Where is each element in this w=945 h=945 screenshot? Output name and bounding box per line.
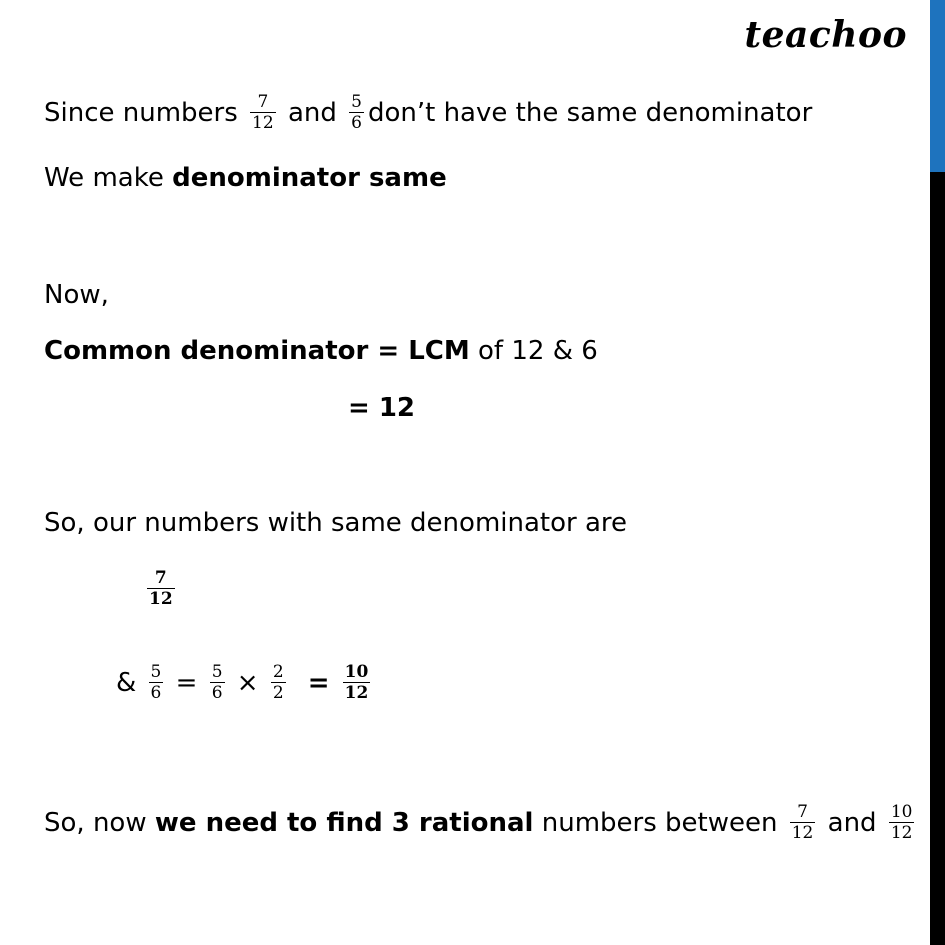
- fraction-5-6: $\frac{5}{6}$: [351, 92, 362, 133]
- intro-text-3: don’t have the same denominator: [367, 97, 813, 128]
- conversion-line: & $\frac{5}{6}$ = $\frac{5}{6}$ × $\frac{2}{2}$ = $\frac{10}{12}$: [116, 662, 369, 703]
- lcm-result: = 12: [348, 393, 416, 423]
- scrollbar-thumb[interactable]: [930, 0, 945, 172]
- fraction-10-12-final: $\frac{10}{12}$: [890, 802, 913, 843]
- intro-line: [44, 92, 812, 133]
- fraction-10-12-bold: $\frac{10}{12}$: [344, 662, 369, 703]
- bold-fraction-7-12: $\frac{7}{12}$: [149, 568, 173, 609]
- same-denominator-line: So, our numbers with same denominator are: [44, 508, 628, 538]
- fraction-7-12-final: $\frac{7}{12}$: [791, 802, 814, 843]
- intro-text-2: and: [279, 97, 346, 128]
- fraction-7-12: $\frac{7}{12}$: [252, 92, 274, 133]
- teachoo-logo: teachoo: [744, 14, 907, 56]
- intro-text-1: Since numbers: [44, 97, 247, 128]
- find-rational-line: So, now we need to find 3 rational numbers between $\frac{7}{12}$ and $\frac{10}{12}$: [44, 802, 913, 843]
- fraction-2-2: $\frac{2}{2}$: [272, 662, 284, 703]
- fraction-5-6-a: $\frac{5}{6}$: [150, 662, 162, 703]
- now-line: Now,: [44, 280, 109, 310]
- common-denominator-line: Common denominator = LCM of 12 & 6: [44, 336, 598, 366]
- make-denominator-line: We make denominator same: [44, 163, 447, 193]
- fraction-5-6-b: $\frac{5}{6}$: [211, 662, 223, 703]
